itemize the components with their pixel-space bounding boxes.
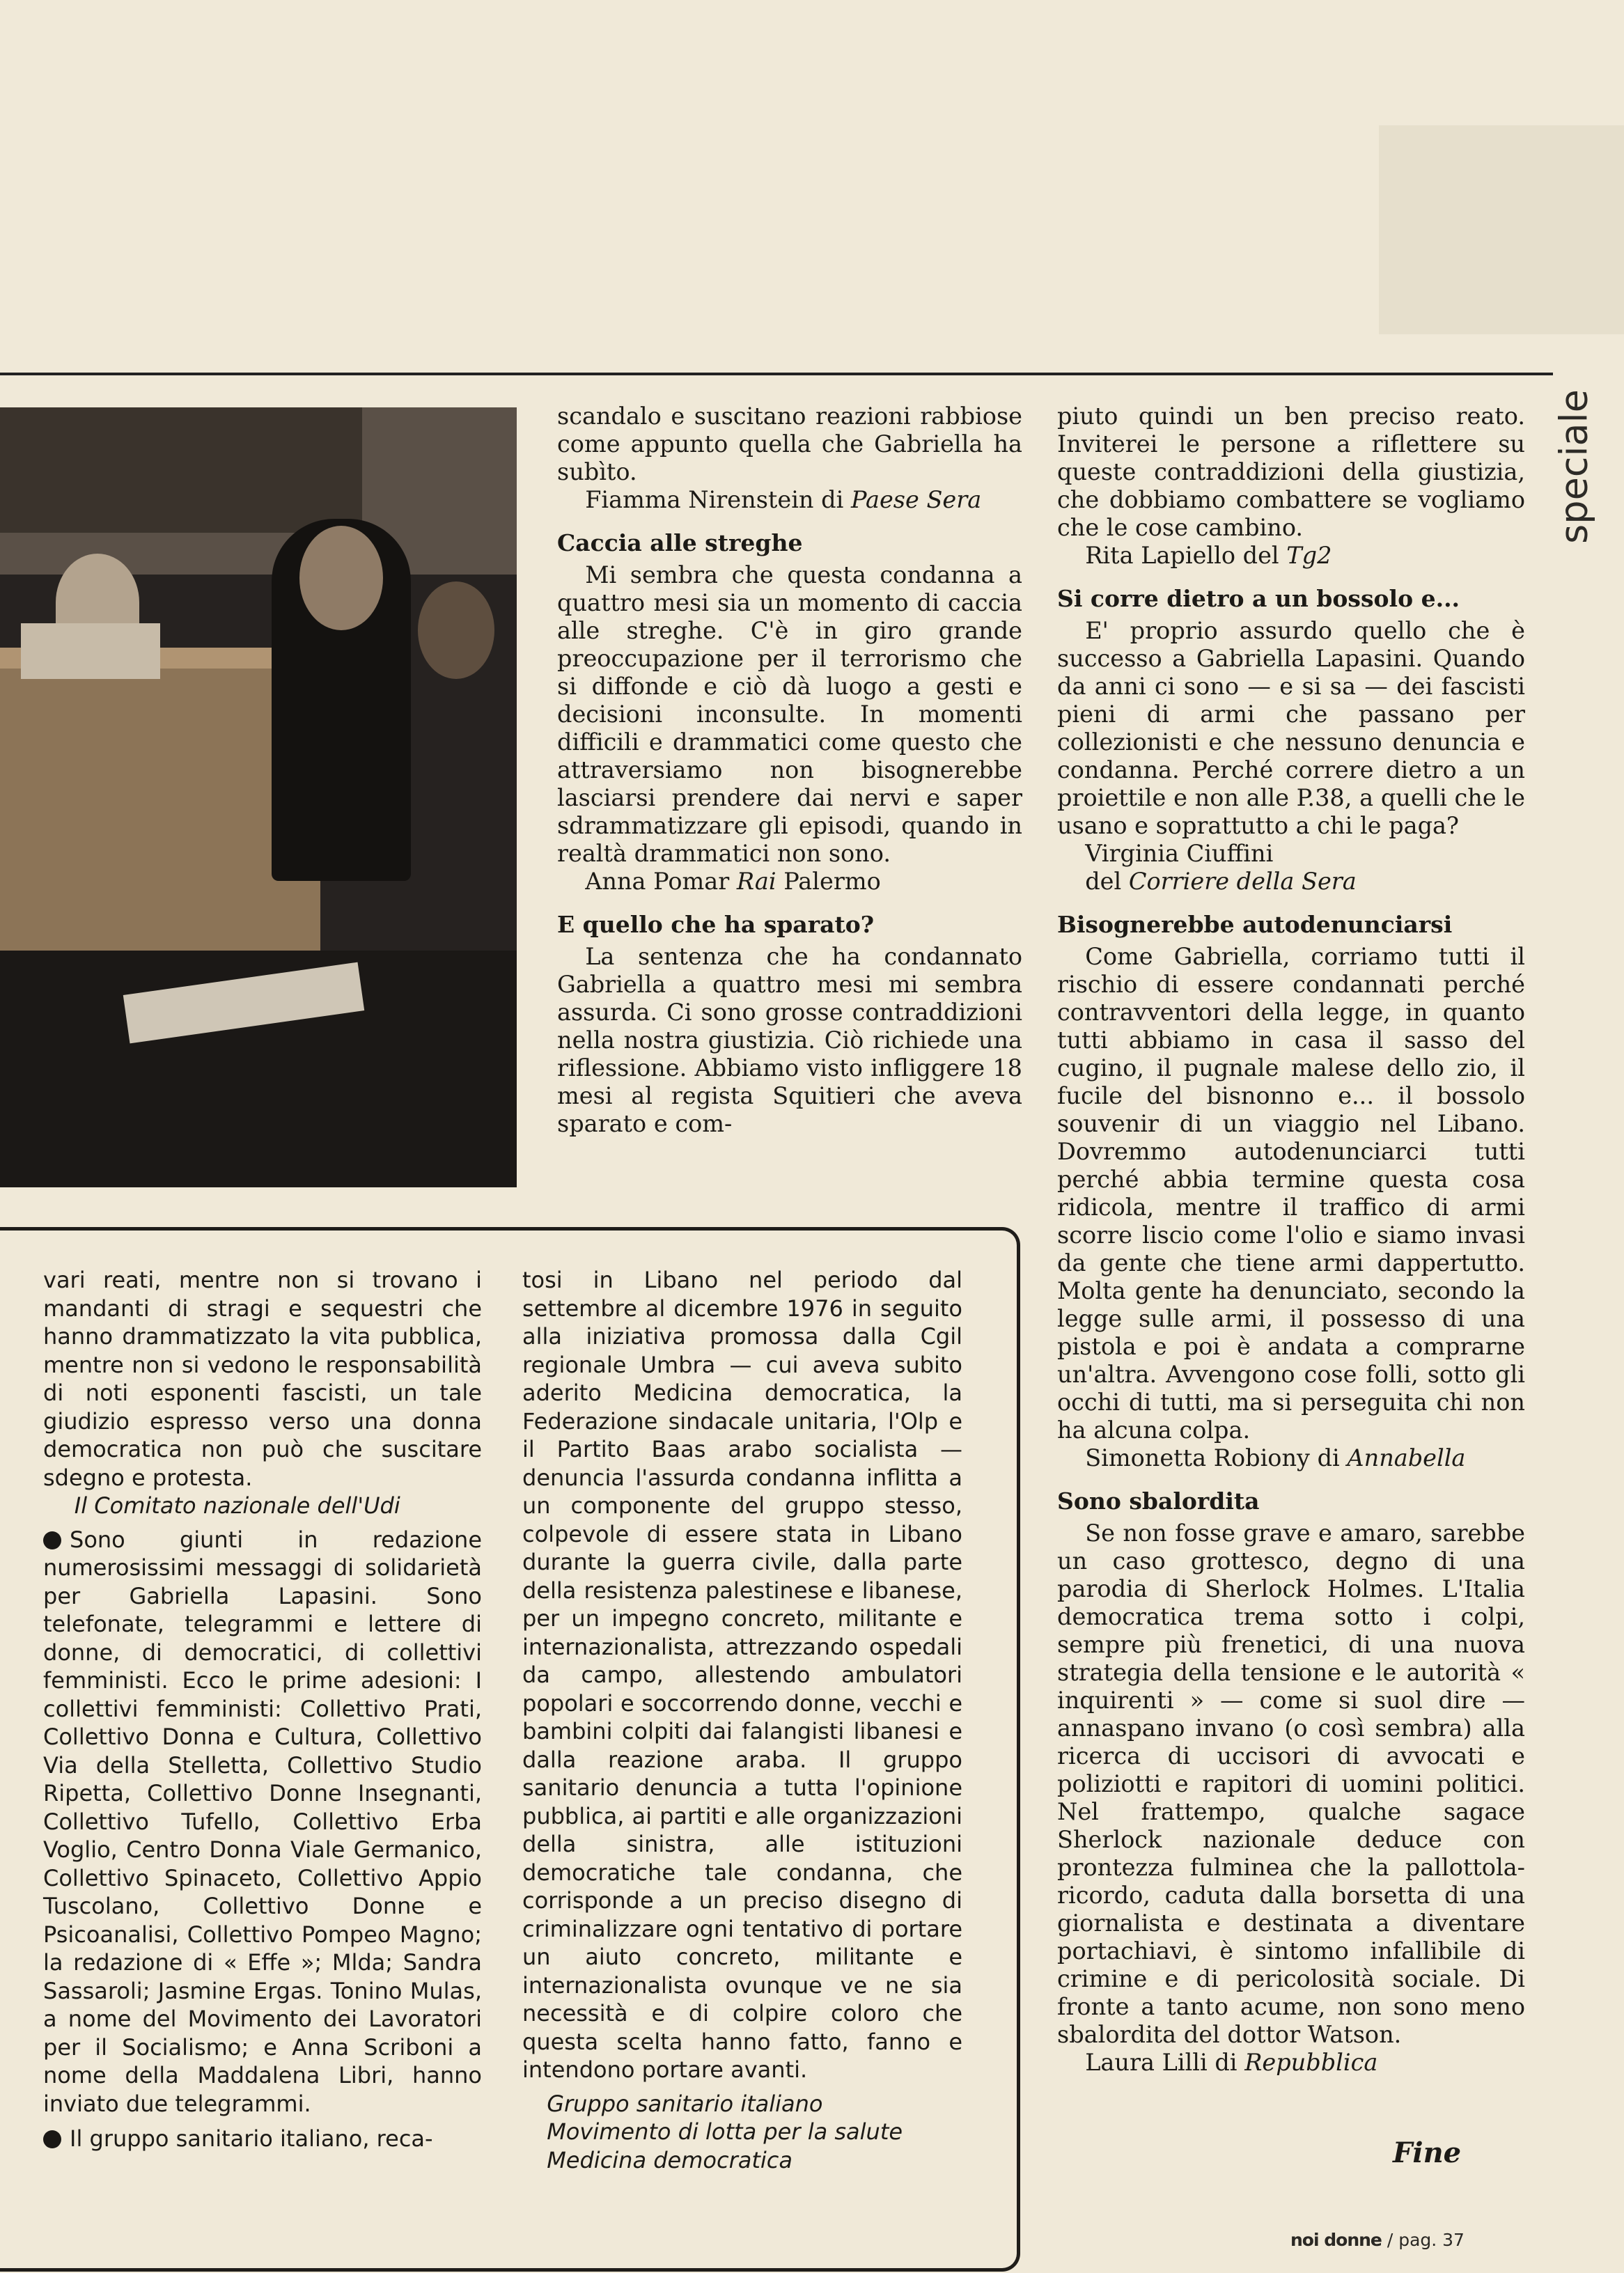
paragraph: Come Gabriella, corriamo tutti il rischio di essere condannati perché contravventori della legge, in quanto tutti abbiamo in casa il sasso del cugino, il pugnale malese dello zio, il fucile del bisnonno e... il bossolo souvenir di un viaggio nel Libano. Dovremmo autodenunciarci tutti perché abbia termine questa cosa ridicola, mentre il traffico di armi scorre liscio come l'olio e siamo invasi da gente che tiene armi dappertutto. Molta gente ha denunciato, secondo la legge sulle armi, il possesso di una pistola e poi è andata a comprarne un'altra. Avvengono cose folli, sotto gli occhi di tutti, ma si perseguita chi non ha alcuna colpa. <box>1057 943 1525 1444</box>
paragraph: tosi in Libano nel periodo dal settembre al dicembre 1976 in seguito alla iniziativa promossa dalla Cgil regionale Umbra — cui aveva subito aderito Medicina democratica, la Federazione sindacale unitaria, l'Olp e il Partito Baas arabo socialista — denuncia l'assurda condanna inflitta a un componente del gruppo stesso, colpevole di essere stata in Libano durante la guerra civile, dalla parte della resistenza palestinese e libanese, per un impegno concreto, militante e internazionalista, attrezzando ospedali da campo, allestendo ambulatori popolari e soccorrendo donne, vecchi e bambini colpiti dai falangisti libanesi e dalla reazione araba. Il gruppo sanitario denuncia a tutta l'opinione pubblica, ai partiti e alle organizzazioni della sinistra, alle istituzioni democratiche tale condanna, che corrisponde a un preciso disegno di criminalizzare ogni tentativo di portare un aiuto concreto, militante e internazionalista ovunque ve ne sia necessità e di colpire coloro che questa scelta hanno fatto, fanno e intendono portare avanti. <box>522 1267 962 2083</box>
top-rule <box>0 373 1553 375</box>
signature: del Corriere della Sera <box>1085 868 1357 895</box>
column-right <box>1057 403 1525 2077</box>
page-number: / pag. 37 <box>1387 2230 1465 2250</box>
box-column-left <box>43 1266 482 2153</box>
signature: Anna Pomar Rai Palermo <box>585 868 881 895</box>
signature: Simonetta Robiony di Annabella <box>1085 1444 1466 1471</box>
signature: Virginia Ciuffini <box>1085 840 1274 867</box>
signature: Fiamma Nirenstein di Paese Sera <box>585 486 982 513</box>
press-conference-photo <box>0 407 517 1187</box>
bullet-icon <box>43 2130 61 2148</box>
end-mark: Fine <box>1393 2137 1462 2169</box>
page-footer <box>1290 2230 1465 2250</box>
subheading: Si corre dietro a un bossolo e... <box>1057 585 1460 612</box>
signature: Rita Lapiello del Tg2 <box>1085 542 1332 569</box>
section-label: speciale <box>1552 389 1596 544</box>
paragraph: Sono giunti in redazione numerosissimi messaggi di solidarietà per Gabriella Lapasini. Sono telefonate, telegrammi e lettere di donne, di democratici, di collettivi femministi. Ecco le prime adesioni: I collettivi femministi: Collettivo Prati, Collettivo Donna e Cultura, Collettivo Via della Stelletta, Collettivo Studio Ripetta, Collettivo Donne Insegnanti, Collettivo Tufello, Collettivo Erba Voglio, Centro Donna Viale Germanico, Collettivo Spinaceto, Collettivo Appio Tuscolano, Collettivo Donne e Psicoanalisi, Collettivo Pompeo Magno; la redazione di « Effe »; Mlda; Sandra Sassaroli; Jasmine Ergas. Tonino Mulas, a nome del Movimento dei Lavoratori per il Socialismo; e Anna Scriboni a nome della Maddalena Libri, hanno inviato due telegrammi. <box>43 1526 482 2117</box>
paragraph: vari reati, mentre non si trovano i mandanti di stragi e sequestri che hanno drammatizzato la vita pubblica, mentre non si vedono le responsabilità di noti esponenti fascisti, un tale giudizio espresso verso una donna democratica non può che suscitare sdegno e protesta. <box>43 1267 482 1491</box>
magazine-name: noi donne <box>1290 2230 1382 2250</box>
paragraph: scandalo e suscitano reazioni rabbiose come appunto quella che Gabriella ha subìto. <box>557 403 1022 485</box>
subheading: Bisognerebbe autodenunciarsi <box>1057 911 1453 938</box>
signature: Movimento di lotta per la salute <box>547 2118 903 2145</box>
paragraph: piuto quindi un ben preciso reato. Inviterei le persone a riflettere su queste contraddizioni della giustizia, che dobbiamo combattere se vogliamo che le cose cambino. <box>1057 403 1525 541</box>
box-column-right <box>522 1266 962 2174</box>
margin-strip <box>1379 125 1624 334</box>
paragraph: La sentenza che ha condannato Gabriella a quattro mesi mi sembra assurda. Ci sono grosse contraddizioni nella nostra giustizia. Ciò richiede una riflessione. Abbiamo visto infliggere 18 mesi al regista Squitieri che aveva sparato e com- <box>557 943 1022 1137</box>
subheading: E quello che ha sparato? <box>557 911 875 938</box>
signature: Gruppo sanitario italiano <box>547 2090 823 2117</box>
signature: Medicina democratica <box>547 2146 793 2173</box>
subheading: Sono sbalordita <box>1057 1487 1260 1515</box>
paragraph: E' proprio assurdo quello che è successo a Gabriella Lapasini. Quando da anni ci sono — e si sa — dei fascisti pieni di armi che passano per collezionisti e che nessuno denuncia e condanna. Perché correre dietro a un proiettile e non alle P.38, a quelli che le usano e soprattutto a chi le paga? <box>1057 617 1525 839</box>
subheading: Caccia alle streghe <box>557 529 803 556</box>
paragraph: Il gruppo sanitario italiano, reca- <box>43 2125 482 2153</box>
paragraph: Se non fosse grave e amaro, sarebbe un caso grottesco, degno di una parodia di Sherlock Holmes. L'Italia democratica trema sotto i colpi, sempre più frenetici, di una nuova strategia della tensione e le autorità « inquirenti » — come si suol dire — annaspano invano (o così sembra) alla ricerca di uccisori di avvocati e poliziotti e rapitori di uomini politici. Nel frattempo, qualche sagace Sherlock nazionale deduce con prontezza fulminea che la pallottola-ricordo, caduta dalla borsetta di una giornalista e destinata a diventare portachiavi, è sintomo infallibile di crimine e di pericolosità sociale. Di fronte a tanto acume, non sono meno sbalordita del dottor Watson. <box>1057 1520 1525 2048</box>
paragraph: Mi sembra che questa condanna a quattro mesi sia un momento di caccia alle streghe. C'è in giro grande preoccupazione per il terrorismo che si diffonde e ciò dà luogo a gesti e decisioni inconsulte. In momenti difficili e drammatici come questo che attraversiamo non bisognerebbe lasciarsi prendere dai nervi e saper sdrammatizzare gli episodi, quando in realtà drammatici non sono. <box>557 561 1022 867</box>
column-middle <box>557 403 1022 1138</box>
signature: Laura Lilli di Repubblica <box>1085 2049 1378 2076</box>
signature: Il Comitato nazionale dell'Udi <box>74 1492 400 1519</box>
bullet-icon <box>43 1531 61 1549</box>
